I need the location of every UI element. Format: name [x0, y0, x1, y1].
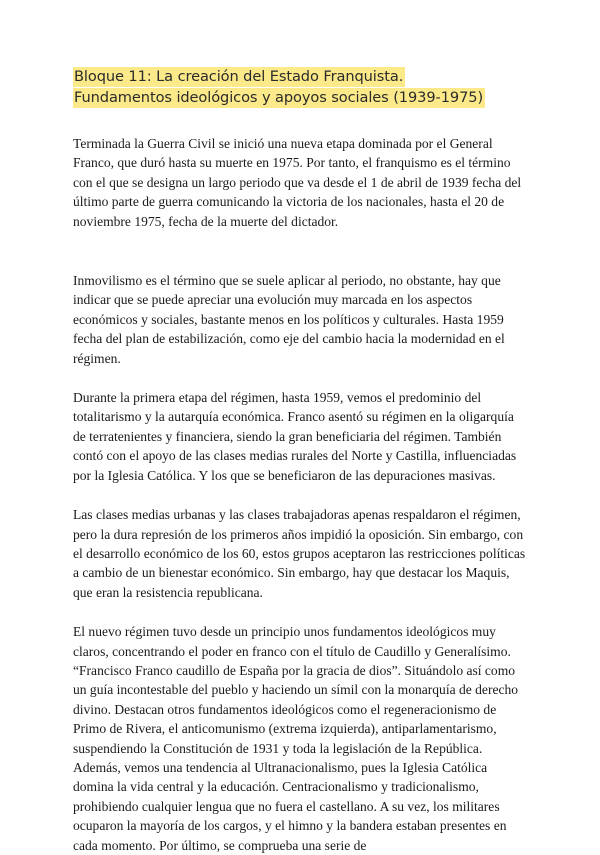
- paragraph-clases-medias: Las clases medias urbanas y las clases trabajadoras apenas respaldaron el régimen, pero la dura represión de los primeros años impidió la oposición. Sin embargo, con el desarrollo económico de los 60, estos grupos aceptaron las restricciones políticas a cambio de un bienestar económico. Sin embargo, hay que destacar los Maquis, que eran la resistencia republicana.: [73, 507, 526, 600]
- paragraph-inmovilismo: Inmovilismo es el término que se suele aplicar al periodo, no obstante, hay que indicar que se puede apreciar una evolución muy marcada en los aspectos económicos y sociales, bastante menos en los políticos y culturales. Hasta 1959 fecha del plan de estabilización, como eje del cambio hacia la modernidad en el régimen.: [73, 273, 505, 366]
- paragraph-primera-etapa: Durante la primera etapa del régimen, hasta 1959, vemos el predominio del totalitarismo y la autarquía económica. Franco asentó su régimen en la oligarquía de terratenientes y financiera, siendo la gran beneficiaria del régimen. También contó con el apoyo de las clases medias rurales del Norte y Castilla, influenciadas por la Iglesia Católica. Y los que se beneficiaron de las depuraciones masivas.: [73, 390, 517, 483]
- paragraph-intro: Terminada la Guerra Civil se inició una nueva etapa dominada por el General Franco, que duró hasta su muerte en 1975. Por tanto, el franquismo es el término con el que se designa un largo periodo que va desde el 1 de abril de 1939 fecha del último parte de guerra comunicando la victoria de los nacionales, hasta el 20 de noviembre 1975, fecha de la muerte del dictador.: [73, 136, 522, 229]
- page-title: [73, 66, 528, 108]
- title-line-1: Bloque 11: La creación del Estado Franquista.: [74, 68, 404, 85]
- title-highlight: [73, 67, 485, 108]
- title-line-2: Fundamentos ideológicos y apoyos sociales (1939-1975): [74, 89, 484, 106]
- paragraph-fundamentos: El nuevo régimen tuvo desde un principio unos fundamentos ideológicos muy claros, concentrando el poder en franco con el título de Caudillo y Generalísimo. “Francisco Franco caudillo de España por la gracia de dios”. Situándolo así como un guía incontestable del pueblo y haciendo un símil con la monarquía de derecho divino. Destacan otros fundamentos ideológicos como el regeneracionismo de Primo de Rivera, el anticomunismo (extrema izquierda), antiparlamentarismo, suspendiendo la Constitución de 1931 y toda la legislación de la República. Además, vemos una tendencia al Ultranacionalismo, pues la Iglesia Católica domina la vida central y la educación. Centracionalismo y tradicionalismo, prohibiendo cualquier lengua que no fuera el castellano. A su vez, los militares ocuparon la mayoría de los cargos, y el himno y la bandera estaban presentes en cada momento. Por último, se comprueba una serie de: [73, 624, 519, 853]
